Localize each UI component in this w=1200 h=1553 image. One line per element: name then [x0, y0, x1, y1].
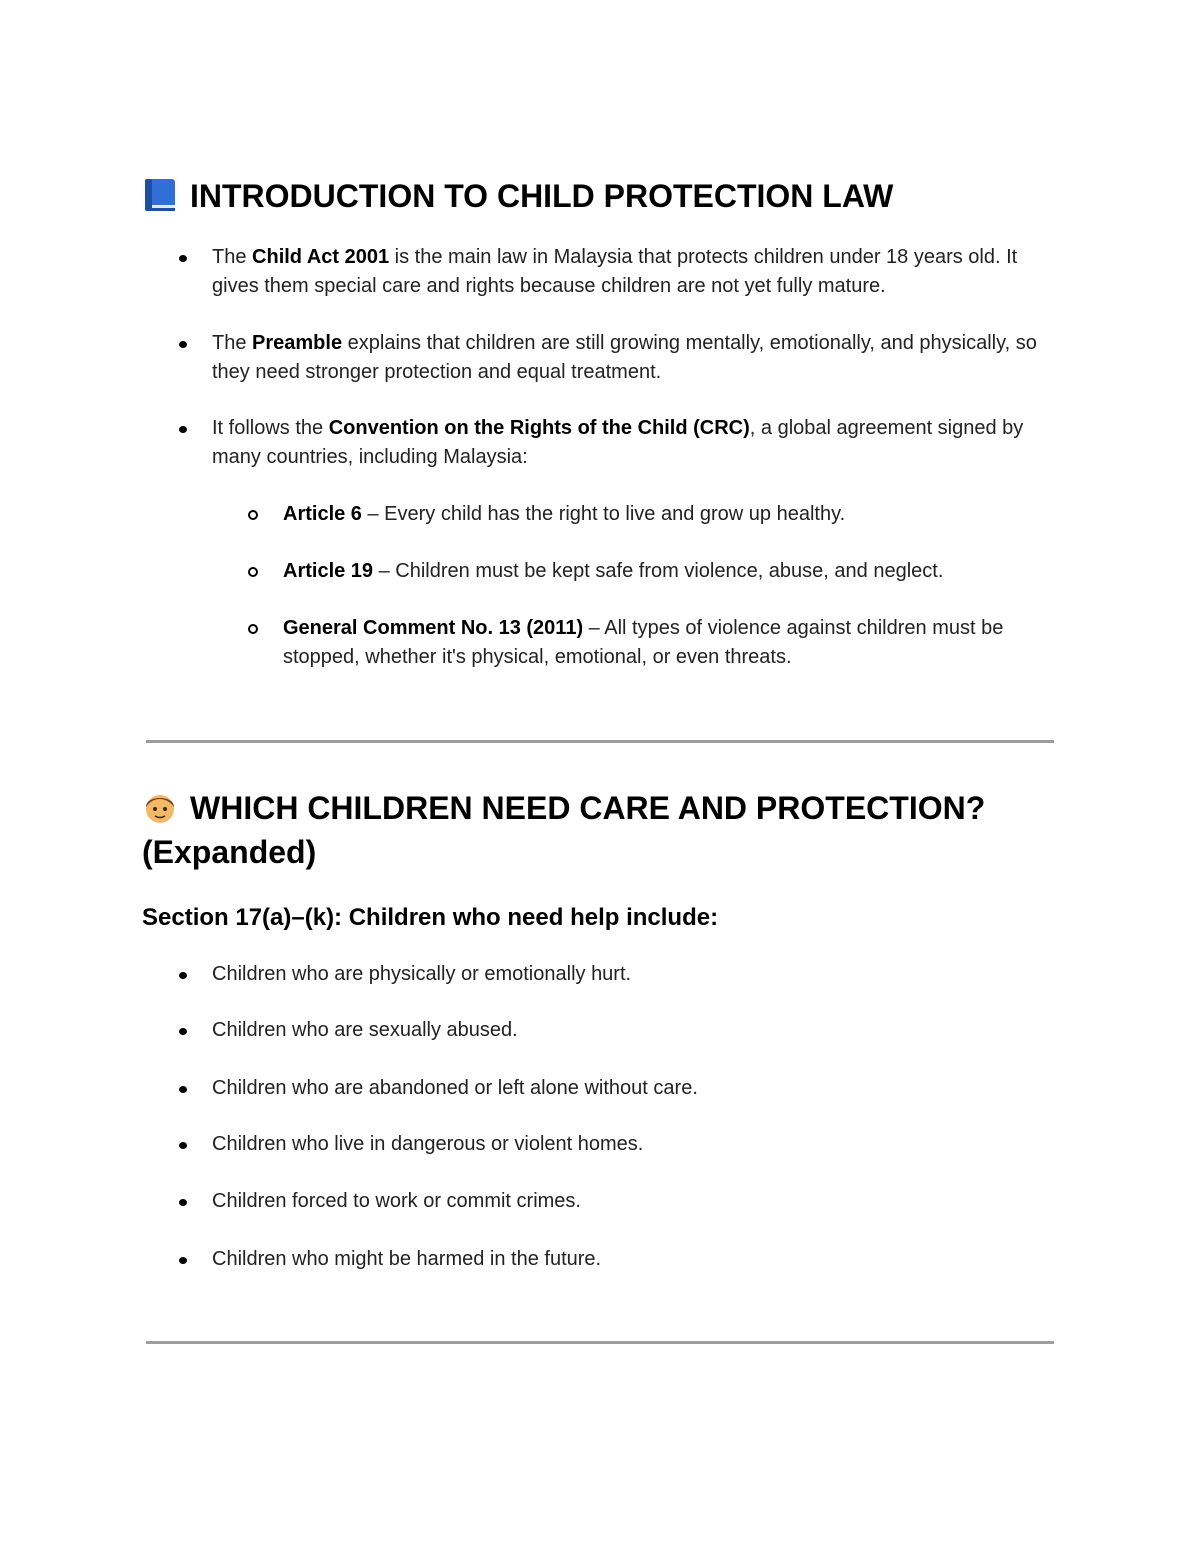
bullet-icon [179, 1257, 187, 1264]
section2-title-line2: (Expanded) [142, 834, 317, 870]
sub-list-item [283, 557, 1053, 586]
item-text: The [212, 246, 253, 268]
item-text: , a global agreement signed by many countries, including Malaysia: [212, 417, 1024, 468]
item-bold-term: Convention on the Rights of the Child (CRC) [328, 417, 750, 439]
item-text: – Children must be kept safe from violence, abuse, and neglect. [373, 560, 944, 582]
section1-title: INTRODUCTION TO CHILD PROTECTION LAW [190, 178, 894, 214]
item-text: Children who are abandoned or left alone without care. [212, 1077, 698, 1099]
section2-heading-line2 [142, 830, 316, 874]
bullet-icon [179, 1086, 187, 1093]
item-bold-term: General Comment No. 13 (2011) [283, 617, 584, 639]
hollow-bullet-icon [248, 510, 258, 520]
horizontal-divider [146, 740, 1054, 743]
item-text: is the main law in Malaysia that protects children under 18 years old. It gives them special care and rights because children are not yet fully mature. [212, 246, 1018, 297]
bullet-icon [179, 1028, 187, 1035]
horizontal-divider [146, 1341, 1054, 1344]
bullet-icon [179, 426, 187, 433]
section2-heading [142, 786, 985, 836]
hollow-bullet-icon [248, 567, 258, 577]
bullet-icon [179, 972, 187, 979]
sub-list-item [283, 500, 1053, 529]
item-text: explains that children are still growing mentally, emotionally, and physically, so they need stronger protection and equal treatment. [212, 332, 1037, 383]
list-item [212, 960, 1062, 989]
list-item [212, 243, 1062, 301]
section2-title-line1: WHICH CHILDREN NEED CARE AND PROTECTION? [190, 790, 986, 826]
item-text: Children who are physically or emotionally hurt. [212, 963, 632, 985]
blue-book-icon [142, 177, 178, 224]
list-item [212, 1016, 1062, 1045]
bullet-icon [179, 1199, 187, 1206]
item-text: The [212, 332, 253, 354]
section2-subheading: Section 17(a)–(k): Children who need help include: [142, 904, 719, 931]
bullet-icon [179, 341, 187, 348]
list-item [212, 1187, 1062, 1216]
child-face-icon [142, 789, 178, 836]
item-bold-term: Article 19 [283, 560, 374, 582]
list-item [212, 414, 1062, 472]
list-item [212, 1245, 1062, 1274]
bullet-icon [179, 255, 187, 262]
list-item [212, 329, 1062, 387]
item-text: – All types of violence against children must be stopped, whether it's physical, emotional, or even threats. [283, 617, 1004, 668]
section1-heading [142, 174, 893, 224]
item-bold-term: Article 6 [283, 503, 362, 525]
hollow-bullet-icon [248, 624, 258, 634]
item-bold-term: Child Act 2001 [252, 246, 390, 268]
sub-list-item [283, 614, 1053, 672]
item-text: It follows the [212, 417, 329, 439]
item-bold-term: Preamble [252, 332, 343, 354]
item-text: – Every child has the right to live and grow up healthy. [361, 503, 846, 525]
bullet-icon [179, 1142, 187, 1149]
list-item [212, 1074, 1062, 1103]
list-item [212, 1130, 1062, 1159]
item-text: Children who live in dangerous or violent homes. [212, 1133, 644, 1155]
item-text: Children forced to work or commit crimes. [212, 1190, 581, 1212]
item-text: Children who are sexually abused. [212, 1019, 518, 1041]
item-text: Children who might be harmed in the future. [212, 1248, 602, 1270]
